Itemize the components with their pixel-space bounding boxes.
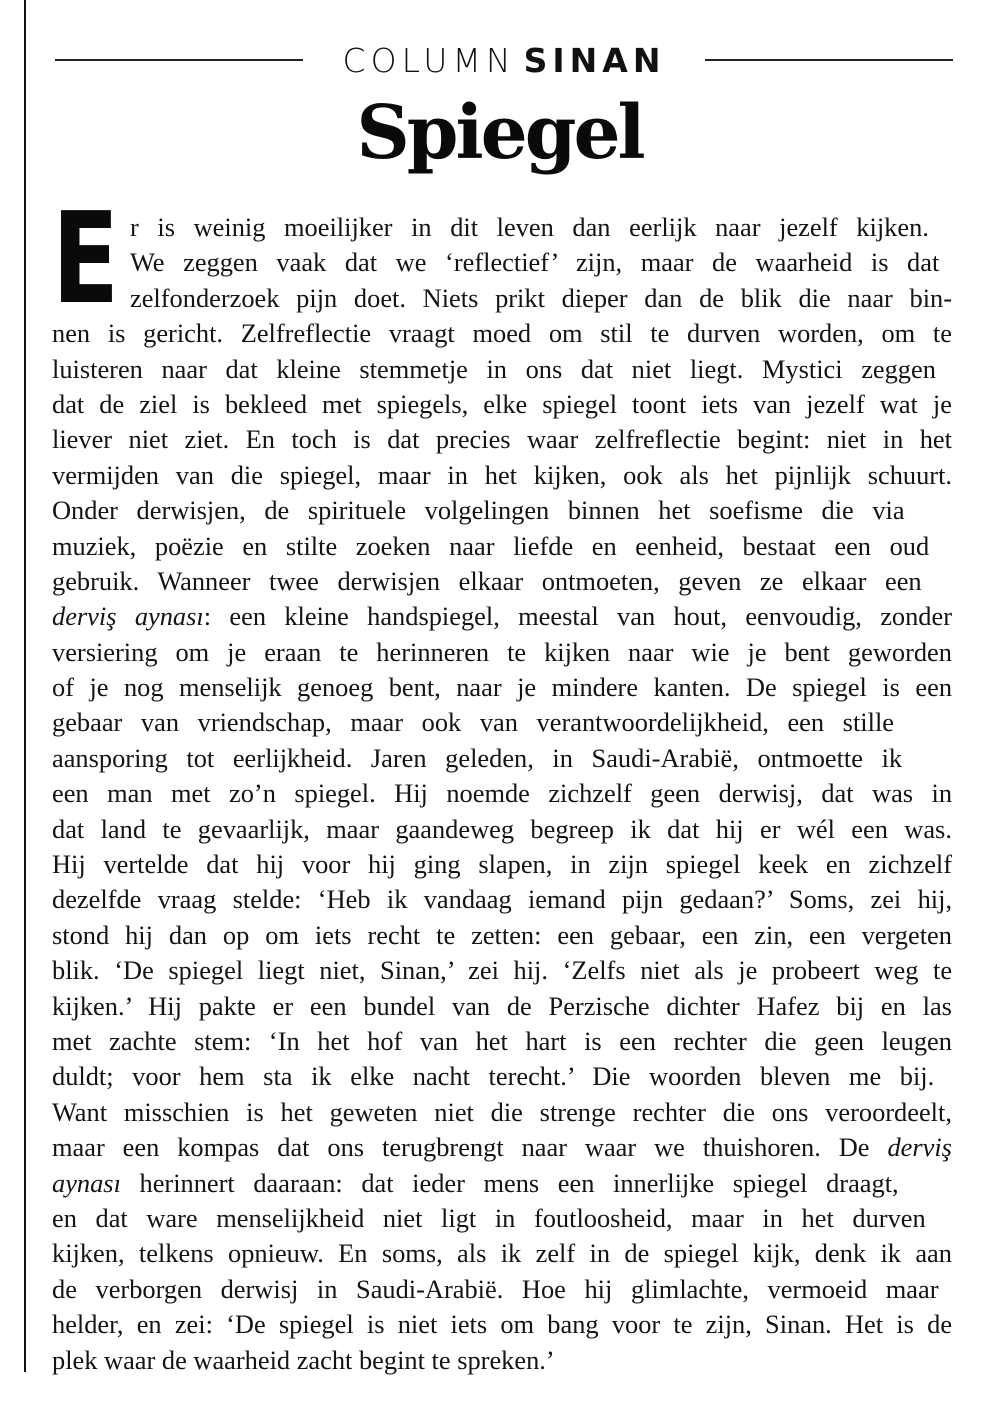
body-line: helder, en zei: ‘De spiegel is niet iets om bang voor te zijn, Sinan. Het is de (52, 1309, 953, 1340)
body-line: en dat ware menselijkheid niet ligt in foutloosheid, maar in het durven (52, 1202, 926, 1233)
body-line: versiering om je eraan te herinneren te kijken naar wie je bent geworden (52, 636, 952, 667)
body-line: duldt; voor hem sta ik elke nacht terecht.’ Die woorden bleven me bij. (52, 1061, 935, 1092)
body-line: luisteren naar dat kleine stemmetje in ons dat niet liegt. Mystici zeggen (52, 353, 936, 384)
italic-term: derviş (887, 1132, 952, 1163)
kicker-column-label: COLUMN (342, 40, 516, 80)
body-line: nen is gericht. Zelfreflectie vraagt moed om stil te durven worden, om te (52, 318, 952, 349)
page-margin-rule (24, 0, 26, 1372)
column-kicker (303, 41, 706, 80)
kicker-author-name: SINAN (523, 40, 666, 80)
body-line (52, 599, 952, 634)
italic-term: derviş aynası (52, 601, 204, 632)
body-line: kijken.’ Hij pakte er een bundel van de Perzische dichter Hafez bij en las (52, 990, 952, 1021)
body-line: We zeggen vaak dat we ‘reflectief’ zijn, maar de waarheid is dat (130, 247, 940, 278)
body-line: zelfonderzoek pijn doet. Niets prikt dieper dan de blik die naar bin- (130, 282, 953, 313)
body-line: kijken, telkens opnieuw. En soms, als ik zelf in de spiegel kijk, denk ik aan (52, 1238, 952, 1269)
body-line: stond hij dan op om iets recht te zetten: een gebaar, een zin, een vergeten (52, 919, 952, 950)
body-line: met zachte stem: ‘In het hof van het hart is een rechter die geen leugen (52, 1025, 952, 1056)
body-line: Want misschien is het geweten niet die strenge rechter die ons veroordeelt, (52, 1096, 952, 1127)
article-body (52, 185, 953, 1378)
body-text: : een kleine handspiegel, meestal van hout, eenvoudig, zonder (203, 601, 952, 632)
body-line: of je nog menselijk genoeg bent, naar je mindere kanten. De spiegel is een (52, 672, 953, 703)
body-line: Onder derwisjen, de spirituele volgelingen binnen het soefisme die via (52, 495, 905, 526)
header-rule-right (705, 59, 953, 61)
italic-term: aynası (52, 1167, 121, 1198)
body-line: plek waar de waarheid zacht begint te spreken.’ (52, 1344, 555, 1375)
body-line: vermijden van die spiegel, maar in het kijken, ook als het pijnlijk schuurt. (52, 459, 953, 490)
body-line (52, 1130, 952, 1165)
body-text: herinnert daaraan: dat ieder mens een innerlijke spiegel draagt, (120, 1167, 899, 1198)
body-line: aansporing tot eerlijkheid. Jaren geleden, in Saudi-Arabië, ontmoette ik (52, 742, 903, 773)
body-line: Hij vertelde dat hij voor hij ging slapen, in zijn spiegel keek en zichzelf (52, 849, 953, 880)
column-header (55, 38, 953, 82)
body-line: de verborgen derwisj in Saudi-Arabië. Hoe hij glimlachte, vermoeid maar (52, 1273, 939, 1304)
body-line: blik. ‘De spiegel liegt niet, Sinan,’ zei hij. ‘Zelfs niet als je probeert weg te (52, 955, 953, 986)
body-line: een man met zo’n spiegel. Hij noemde zichzelf geen derwisj, dat was in (52, 778, 953, 809)
body-line: liever niet ziet. En toch is dat precies waar zelfreflectie begint: niet in het (52, 424, 952, 455)
body-line: gebruik. Wanneer twee derwisjen elkaar ontmoeten, geven ze elkaar een (52, 565, 922, 596)
body-line: dat de ziel is bekleed met spiegels, elke spiegel toont iets van jezelf wat je (52, 388, 952, 419)
body-line: gebaar van vriendschap, maar ook van verantwoordelijkheid, een stille (52, 707, 894, 738)
drop-cap: E (52, 185, 120, 332)
body-line: dezelfde vraag stelde: ‘Heb ik vandaag iemand pijn gedaan?’ Soms, zei hij, (52, 884, 953, 915)
article-title: Spiegel (356, 90, 643, 176)
body-text: maar een kompas dat ons terugbrengt naar waar we thuishoren. De (52, 1132, 888, 1163)
body-line (52, 1166, 952, 1201)
body-line: muziek, poëzie en stilte zoeken naar liefde en eenheid, bestaat een oud (52, 530, 930, 561)
body-line: r is weinig moeilijker in dit leven dan eerlijk naar jezelf kijken. (130, 212, 929, 242)
body-line: dat land te gevaarlijk, maar gaandeweg begreep ik dat hij er wél een was. (52, 813, 952, 844)
header-rule-left (55, 59, 303, 61)
